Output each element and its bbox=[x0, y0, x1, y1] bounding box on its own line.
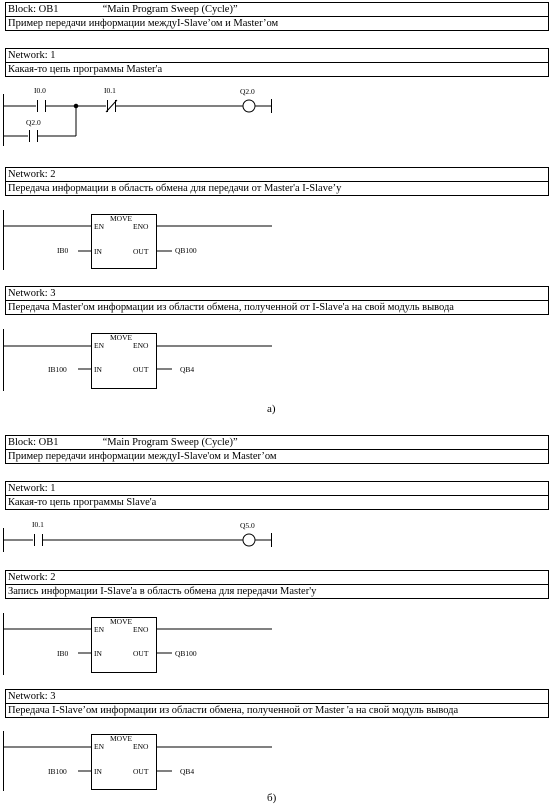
out-operand: QB100 bbox=[175, 649, 197, 658]
in-operand: IB100 bbox=[48, 365, 67, 374]
out-operand: QB4 bbox=[180, 365, 195, 374]
block-header-b bbox=[5, 435, 549, 464]
coil-label: Q2.0 bbox=[240, 87, 255, 96]
eno-pin: ENO bbox=[133, 625, 149, 634]
network-title: Network: 1 bbox=[8, 483, 56, 494]
eno-pin: ENO bbox=[133, 742, 149, 751]
out-pin: OUT bbox=[133, 365, 149, 374]
contact-label: Q2.0 bbox=[26, 118, 41, 127]
in-operand: IB100 bbox=[48, 767, 67, 776]
caption-a: а) bbox=[267, 403, 276, 415]
network-header-b1 bbox=[5, 481, 549, 510]
network-header-b2 bbox=[5, 570, 549, 599]
network-comment: Какая-то цепь программы Slave'a bbox=[6, 495, 548, 509]
en-pin: EN bbox=[94, 742, 104, 751]
network-header-a1 bbox=[5, 48, 549, 77]
box-name: MOVE bbox=[110, 734, 133, 743]
eno-pin: ENO bbox=[133, 341, 149, 350]
block-comment: Пример передачи информации междуI-Slave'ом и Master’ом bbox=[6, 449, 548, 463]
network-comment: Запись информации I-Slave'a в область обмена для передачи Master'у bbox=[6, 584, 548, 598]
block-title-row bbox=[6, 436, 548, 449]
network-comment: Передача информации в область обмена для передачи от Master'a I-Slave’у bbox=[6, 181, 548, 195]
out-pin: OUT bbox=[133, 649, 149, 658]
network-title: Network: 3 bbox=[8, 288, 56, 299]
eno-pin: ENO bbox=[133, 222, 149, 231]
network-title: Network: 3 bbox=[8, 691, 56, 702]
network-comment: Передача Master'ом информации из области обмена, полученной от I-Slave'а на свой модуль вывода bbox=[6, 300, 548, 314]
block-title: “Main Program Sweep (Cycle)” bbox=[102, 437, 238, 448]
in-operand: IB0 bbox=[57, 246, 69, 255]
block-title-row bbox=[6, 3, 548, 16]
network-title: Network: 1 bbox=[8, 50, 56, 61]
out-pin: OUT bbox=[133, 767, 149, 776]
out-operand: QB4 bbox=[180, 767, 195, 776]
in-pin: IN bbox=[94, 649, 102, 658]
en-pin: EN bbox=[94, 222, 104, 231]
network-header-b3 bbox=[5, 689, 549, 718]
ladder-network-b3 bbox=[0, 729, 554, 793]
coil bbox=[243, 100, 255, 112]
box-name: MOVE bbox=[110, 333, 133, 342]
network-header-a2 bbox=[5, 167, 549, 196]
block-label: Block: OB1 bbox=[8, 437, 59, 448]
ladder-network-a2 bbox=[0, 208, 554, 272]
in-pin: IN bbox=[94, 365, 102, 374]
out-operand: QB100 bbox=[175, 246, 197, 255]
network-title: Network: 2 bbox=[8, 572, 56, 583]
block-label: Block: OB1 bbox=[8, 4, 59, 15]
block-title: “Main Program Sweep (Cycle)” bbox=[102, 4, 238, 15]
network-title: Network: 2 bbox=[8, 169, 56, 180]
ladder-network-a1 bbox=[0, 80, 554, 150]
en-pin: EN bbox=[94, 625, 104, 634]
in-pin: IN bbox=[94, 247, 102, 256]
block-header-a bbox=[5, 2, 549, 31]
out-pin: OUT bbox=[133, 247, 149, 256]
box-name: MOVE bbox=[110, 214, 133, 223]
network-comment: Какая-то цепь программы Master'a bbox=[6, 62, 548, 76]
contact-label: I0.1 bbox=[32, 520, 44, 529]
network-comment: Передача I-Slave’ом информации из области обмена, полученной от Master 'a на свой модуль вывода bbox=[6, 703, 548, 717]
ladder-network-b1 bbox=[0, 514, 554, 556]
ladder-network-a3 bbox=[0, 327, 554, 393]
coil-label: Q5.0 bbox=[240, 521, 255, 530]
caption-b: б) bbox=[267, 792, 277, 804]
in-pin: IN bbox=[94, 767, 102, 776]
network-header-a3 bbox=[5, 286, 549, 315]
block-comment: Пример передачи информации междуI-Slave’ом и Master’ом bbox=[6, 16, 548, 30]
in-operand: IB0 bbox=[57, 649, 69, 658]
en-pin: EN bbox=[94, 341, 104, 350]
box-name: MOVE bbox=[110, 617, 133, 626]
contact-label: I0.1 bbox=[104, 86, 116, 95]
coil bbox=[243, 534, 255, 546]
ladder-network-b2 bbox=[0, 611, 554, 677]
contact-label: I0.0 bbox=[34, 86, 46, 95]
